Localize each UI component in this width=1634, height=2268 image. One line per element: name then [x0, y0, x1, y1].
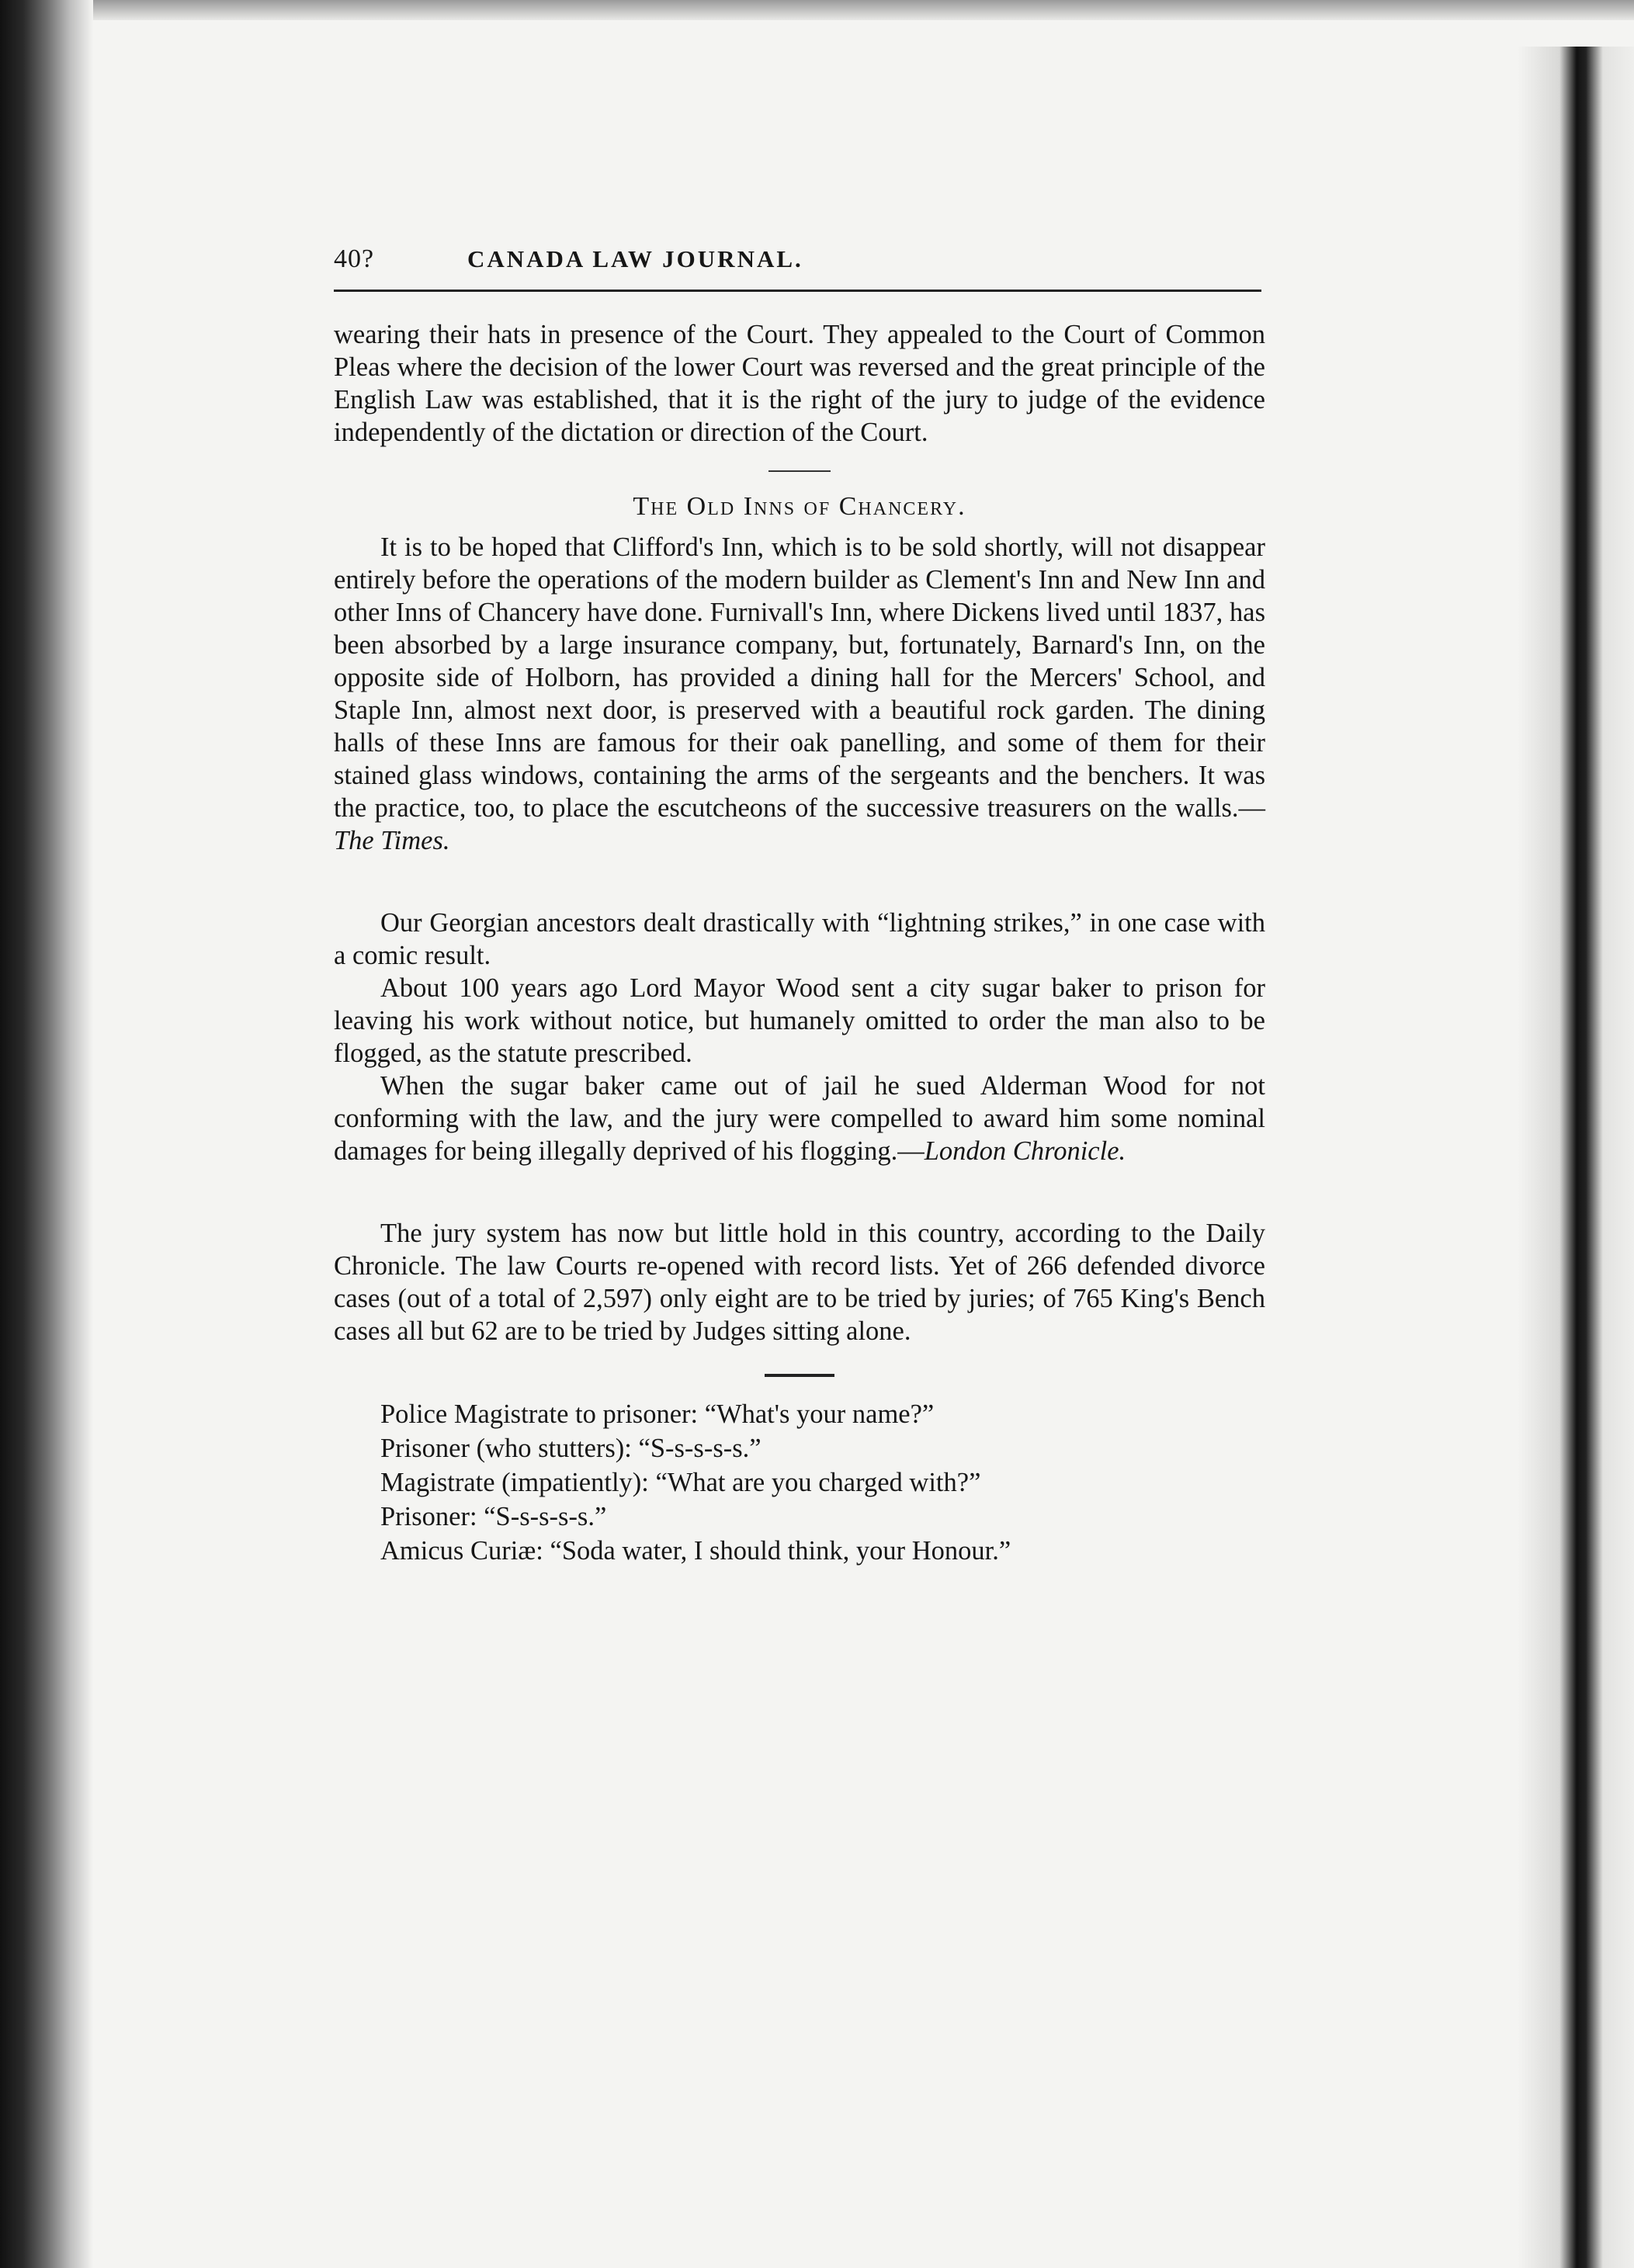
journal-page	[334, 244, 1265, 1568]
section-divider	[768, 470, 831, 472]
page-number: 40?	[334, 244, 375, 273]
intro-paragraph: wearing their hats in presence of the Court. They appealed to the Court of Common Pleas where the decision of the lower Court was reversed and the great principle of the English Law was established, that it is the right of the jury to judge of the evidence independently of the dictation or direction of the Court.	[334, 320, 1265, 447]
section-gap	[334, 857, 1265, 907]
scan-left-edge	[0, 0, 93, 2268]
georgian-paragraph-1: Our Georgian ancestors dealt drastically with “lightning strikes,” in one case with a comic result.	[334, 908, 1265, 970]
dialogue-line: Prisoner: “S-s-s-s-s.”	[380, 1502, 607, 1531]
dialogue-line: Amicus Curiæ: “Soda water, I should think, your Honour.”	[380, 1536, 1011, 1566]
dialogue-line: Police Magistrate to prisoner: “What's your name?”	[380, 1399, 935, 1429]
scan-right-edge	[1518, 47, 1634, 2268]
dialogue-line: Prisoner (who stutters): “S-s-s-s-s.”	[380, 1434, 761, 1463]
section-title-inns: The Old Inns of Chancery.	[633, 492, 966, 521]
inns-text: It is to be hoped that Clifford's Inn, which is to be sold shortly, will not disappear entirely before the operations of the modern builder as Clement's Inn and New Inn and other Inns of Chancery have done. Furnivall's Inn, where Dickens lived until 1837, has been absorbed by a large insurance company, but, fortunately, Barnard's Inn, on the opposite side of Holborn, has provided a dining hall for the Mercers' School, and Staple Inn, almost next door, is preserved with a beautiful rock garden. The dining halls of these Inns are famous for their oak panelling, and some of them for their stained glass windows, containing the arms of the sergeants and the benchers. It was the practice, too, to place the escutcheons of the successive treasurers on the walls.—	[334, 532, 1265, 823]
scan-top-edge	[0, 0, 1634, 20]
georgian-text: When the sugar baker came out of jail he sued Alderman Wood for not conforming with the law, and the jury were compelled to award him some nominal damages for being illegally deprived of his flogging.—	[334, 1071, 1265, 1166]
inns-source: The Times.	[334, 826, 450, 855]
dialogue-line: Magistrate (impatiently): “What are you charged with?”	[380, 1468, 981, 1497]
georgian-paragraph-3	[334, 1070, 1265, 1167]
georgian-source: London Chronicle.	[924, 1136, 1126, 1166]
header-rule	[334, 290, 1261, 292]
running-head	[334, 244, 1265, 280]
dialogue-block	[380, 1397, 1265, 1568]
section-divider	[765, 1374, 834, 1377]
section-gap	[334, 1167, 1265, 1217]
georgian-paragraph-2: About 100 years ago Lord Mayor Wood sent a city sugar baker to prison for leaving his work without notice, but humanely omitted to order the man also to be flogged, as the statute prescribed.	[334, 973, 1265, 1068]
jury-paragraph: The jury system has now but little hold in this country, according to the Daily Chronicle. The law Courts re-opened with record lists. Yet of 266 defended divorce cases (out of a total of 2,597) only eight are to be tried by juries; of 765 King's Bench cases all but 62 are to be tried by Judges sitting alone.	[334, 1219, 1265, 1346]
inns-paragraph	[334, 531, 1265, 857]
journal-title: CANADA LAW JOURNAL.	[467, 245, 803, 272]
